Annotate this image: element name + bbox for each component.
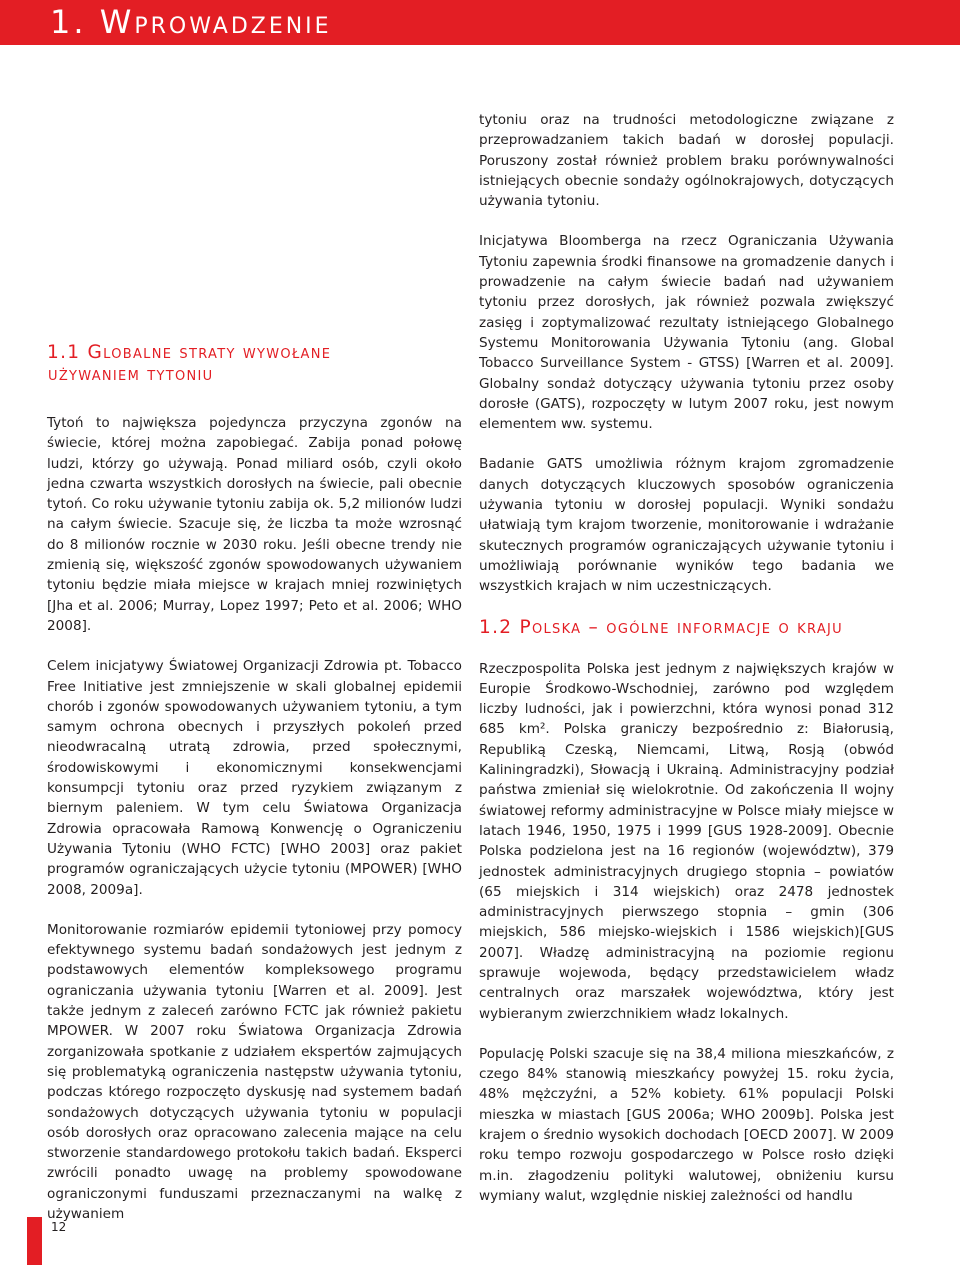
section-heading-1-1	[47, 342, 462, 386]
paragraph: Rzeczpospolita Polska jest jednym z największych krajów w Europie Środkowo-Wschodniej, zarówno pod względem liczby ludności, jak i powierzchni, która wynosi ponad 312 685 km². Polska graniczy bezpośrednio z: Białorusią, Republiką Czeską, Niemcami, Litwą, Rosją (obwód Kaliningradzki), Słowacją i Ukrainą. Administracyjny podział państwa zmieniał się wielokrotnie. Od zakończenia II wojny światowej reformy administracyjne w Polsce miały miejsce w latach 1946, 1950, 1975 i 1999 [GUS 1928-2009]. Obecnie Polska podzielona jest na 16 regionów (województw), 379 jednostek administracyjnych drugiego stopnia – powiatów (65 miejskich i 314 wiejskich) oraz 2478 jednostek administracyjnych pierwszego stopnia – gmin (306 miejskich, 586 miejsko-wiejskich i 1586 wiejskich)[GUS 2007]. Władzę administracyjną na poziomie regionu sprawuje wojewoda, będący przedstawicielem władz centralnych oraz marszałek województwa, który jest wybieranym zwierzchnikiem władz lokalnych.	[479, 660, 894, 1022]
left-column	[47, 342, 462, 1244]
paragraph: Populację Polski szacuje się na 38,4 miliona mieszkańców, z czego 84% stanowią mieszkańcy powyżej 15. roku życia, 48% mężczyźni, a 52% kobiety. 61% populacji Polski mieszka w miastach [GUS 2006a; WHO 2009b]. Polska jest krajem o średnio wysokich dochodach [OECD 2007]. W 2009 roku tempo rozwoju gospodarczego w Polsce rosło dzięki m.in. złagodzeniu polityki walutowej, obniżeniu kursu wymiany walut, względnie niskiej zależności od handlu	[479, 1045, 894, 1204]
paragraph: Inicjatywa Bloomberga na rzecz Ograniczania Używania Tytoniu zapewnia środki finansowe na gromadzenie danych i prowadzenie na całym świecie badań nad używaniem tytoniu przez dorosłych, jak również pozwala zwiększyć zasięg i zoptymalizować rezultaty istniejącego Globalnego Systemu Monitorowania Używania Tytoniu (ang. Global Tobacco Surveillance System - GTSS) [Warren et al. 2009]. Globalny sondaż dotyczący używania tytoniu przez osoby dorosłe (GATS), rozpoczęty w lutym 2007 roku, jest nowym elementem ww. systemu.	[479, 233, 894, 433]
section-heading-1-1-line2: używaniem tytoniu	[48, 364, 214, 385]
page-number-bar	[27, 1217, 42, 1265]
right-column	[479, 110, 894, 1226]
paragraph: Celem inicjatywy Światowej Organizacji Zdrowia pt. Tobacco Free Initiative jest zmniejszenie w skali globalnej epidemii chorób i zgonów spowodowanych używaniem tytoniu, a tym samym ochrona obecnych i przyszłych pokoleń przed nieodwracalną utratą zdrowia, przed społecznymi, środowiskowymi i ekonomicznymi konsekwencjami konsumpcji tytoniu oraz przed ryzykiem związanym z biernym paleniem. W tym celu Światowa Organizacja Zdrowia opracowała Ramową Konwencję o Ograniczeniu Używania Tytoniu (WHO FCTC) [WHO 2003] oraz pakiet programów ograniczających użycie tytoniu (MPOWER) [WHO 2008, 2009a].	[47, 658, 462, 898]
paragraph: Monitorowanie rozmiarów epidemii tytoniowej przy pomocy efektywnego systemu badań sondażowych jest jednym z podstawowych elementów kompleksowego programu ograniczania używania tytoniu [Warren et al. 2009]. Jest także jednym z zaleceń zarówno FCTC jak również pakietu MPOWER. W 2007 roku Światowa Organizacja Zdrowia zorganizowała spotkanie z udziałem ekspertów zajmujących się problematyką ograniczenia następstw używania tytoniu, podczas którego rozpoczęto dyskusję nad systemem badań sondażowych dotyczących używania tytoniu w populacji osób dorosłych oraz opracowano zalecenia mające na celu stworzenie standardowego protokołu takich badań. Eksperci zwrócili ponadto uwagę na problemy spowodowane ograniczonymi funduszami przeznaczanymi na walkę z używaniem	[47, 921, 462, 1222]
paragraph: Tytoń to największa pojedyncza przyczyna zgonów na świecie, której można zapobiegać. Zabija ponad połowę ludzi, którzy go używają. Ponad miliard osób, czyli około jedna czwarta wszystkich dorosłych na świecie, pali obecnie tytoń. Co roku używanie tytoniu zabija ok. 5,2 milionów ludzi na całym świecie. Szacuje się, że liczba ta może wzrosnąć do 8 milionów rocznie w 2030 roku. Jeśli obecne trendy nie zmienią się, większość zgonów spowodowanych używaniem tytoniu będzie miała miejsce w krajach mniej rozwiniętych [Jha et al. 2006; Murray, Lopez 1997; Peto et al. 2006; WHO 2008].	[47, 415, 462, 634]
paragraph: Badanie GATS umożliwia różnym krajom zgromadzenie danych dotyczących kluczowych sposobów ograniczenia używania tytoniu w dorosłej populacji. Wyniki sondażu ułatwiają tym krajom tworzenie, monitorowanie i wdrażanie skutecznych programów ograniczających używanie tytoniu i umożliwiają porównanie wyników tego badania we wszystkich krajach w nim uczestniczących.	[479, 456, 894, 595]
page-number: 12	[51, 1220, 67, 1234]
chapter-banner	[0, 0, 960, 45]
section-heading-1-1-line1: 1.1 Globalne straty wywołane	[47, 342, 332, 363]
section-heading-1-2: 1.2 Polska – ogólne informacje o kraju	[479, 616, 843, 638]
chapter-title: 1. Wprowadzenie	[50, 3, 332, 41]
paragraph: tytoniu oraz na trudności metodologiczne związane z przeprowadzaniem takich badań w dorosłej populacji. Poruszony został również problem braku porównywalności istniejących obecnie sondaży ogólnokrajowych, dotyczących używania tytoniu.	[479, 112, 894, 210]
